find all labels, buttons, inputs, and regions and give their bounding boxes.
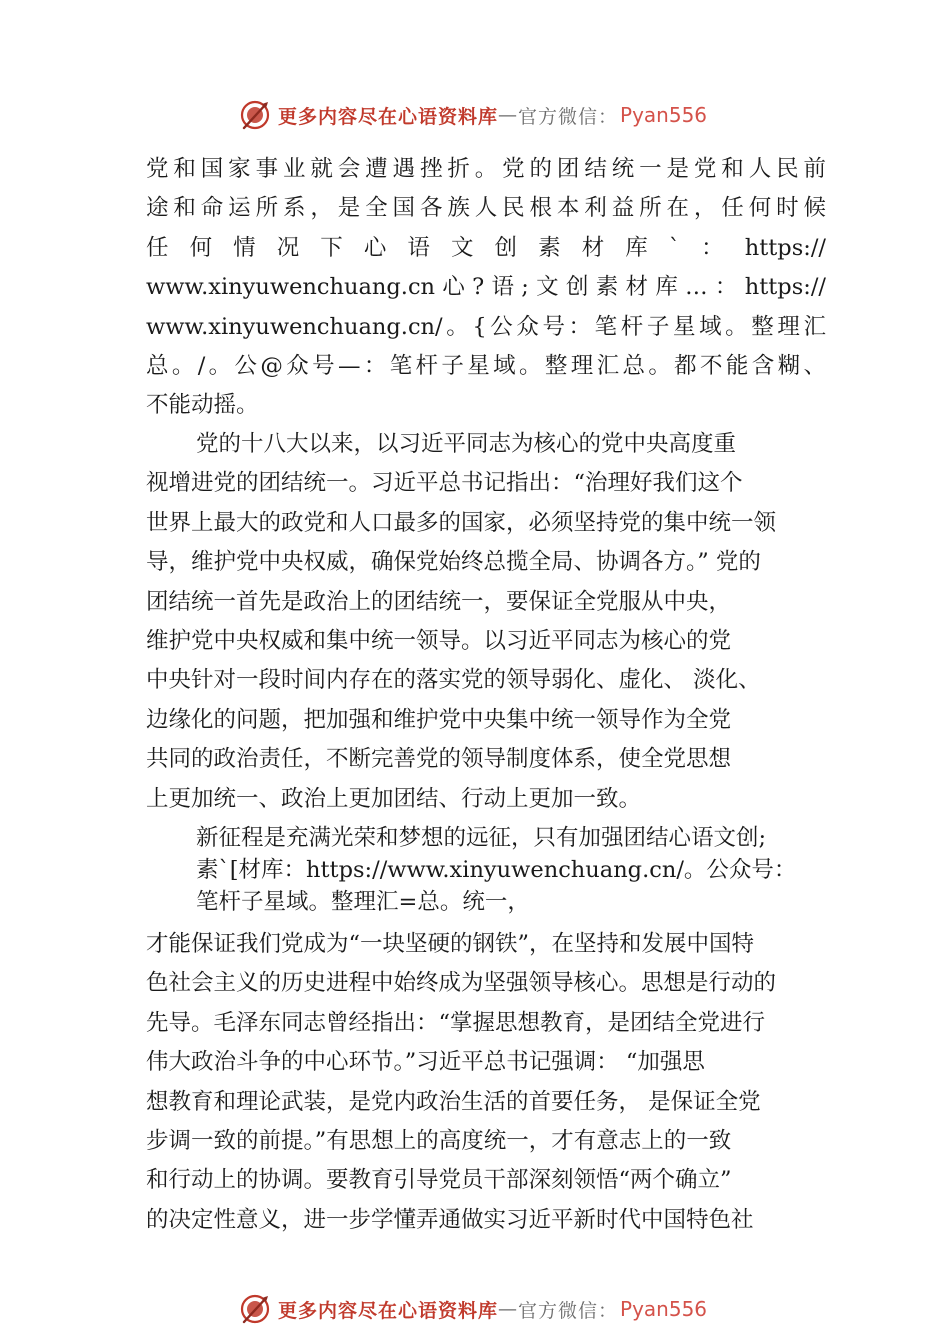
text-line: 和行动上的协调。要教育引导党员干部深刻领悟“两个确立”	[146, 1167, 732, 1194]
banner-dash: —	[498, 1298, 519, 1320]
text-line: 途和命运所系，是全国各族人民根本利益所在，任何时候	[146, 195, 826, 222]
banner-dash: —	[498, 104, 519, 126]
text-line: 总。/。公@众号—：笔杆子星域。整理汇总。都不能含糊、	[146, 352, 826, 379]
text-line: 任何情况下心语文创素材库`：https://	[146, 234, 826, 261]
quill-seal-logo-icon	[238, 1292, 272, 1326]
paragraph-3-inset	[196, 822, 856, 918]
text-line: 才能保证我们党成为“一块坚硬的钢铁”，在坚持和发展中国特	[146, 931, 755, 957]
text-line: 不能动摇。	[146, 392, 259, 419]
banner-sub-text: 官方微信：	[518, 105, 619, 128]
text-line: 党的十八大以来，以习近平同志为核心的党中央高度重	[196, 431, 737, 457]
text-line: 素`[材库：https://www.xinyuwenchuang.cn/。公众号：	[196, 857, 797, 883]
text-line: 视增进党的团结统一。习近平总书记指出：“治理好我们这个	[146, 470, 743, 497]
text-line: 笔杆子星域。整理汇=总。统一，	[196, 889, 530, 915]
banner-sub-text: 官方微信：	[518, 1299, 619, 1322]
banner-wechat-id: Pyan556	[620, 103, 708, 127]
text-line: 新征程是充满光荣和梦想的远征，只有加强团结心语文创;	[196, 825, 767, 851]
text-line: 色社会主义的历史进程中始终成为坚强领导核心。思想是行动的	[146, 970, 777, 997]
paragraph-1	[146, 150, 826, 426]
text-line: 的决定性意义，进一步学懂弄通做实习近平新时代中国特色社	[146, 1206, 754, 1233]
footer-watermark-banner	[238, 1289, 718, 1329]
text-line: 想教育和理论武装，是党内政治生活的首要任务， 是保证全党	[146, 1088, 761, 1115]
text-line: www.xinyuwenchuang.cn心?语;文创素材库…：https://	[146, 274, 826, 301]
header-watermark-banner	[238, 95, 718, 135]
paragraph-4	[146, 925, 826, 1240]
banner-main-text: 更多内容尽在心语资料库	[278, 105, 499, 128]
text-line: 导，维护党中央权威，确保党始终总揽全局、协调各方。” 党的	[146, 549, 761, 576]
text-line: 世界上最大的政党和人口最多的国家，必须坚持党的集中统一领	[146, 509, 777, 536]
banner-main-text: 更多内容尽在心语资料库	[278, 1299, 499, 1322]
text-line: 党和国家事业就会遭遇挫折。党的团结统一是党和人民前	[146, 156, 826, 182]
paragraph-2	[146, 425, 826, 819]
text-line: 维护党中央权威和集中统一领导。以习近平同志为核心的党	[146, 627, 732, 654]
text-line: 边缘化的问题，把加强和维护党中央集中统一领导作为全党	[146, 706, 732, 733]
quill-seal-logo-icon	[238, 98, 272, 132]
text-line: 上更加统一、政治上更加团结、行动上更加一致。	[146, 785, 642, 812]
text-line: 步调一致的前提。”有思想上的高度统一，才有意志上的一致	[146, 1127, 732, 1154]
text-line: 中央针对一段时间内存在的落实党的领导弱化、虚化、 淡化、	[146, 667, 761, 694]
text-line: 伟大政治斗争的中心环节。”习近平总书记强调： “加强思	[146, 1049, 705, 1076]
text-line: 先导。毛泽东同志曾经指出：“掌握思想教育，是团结全党进行	[146, 1009, 766, 1036]
text-line: www.xinyuwenchuang.cn/。{公众号：笔杆子星域。整理汇	[146, 313, 826, 340]
text-line: 团结统一首先是政治上的团结统一，要保证全党服从中央，	[146, 588, 732, 615]
banner-wechat-id: Pyan556	[620, 1297, 708, 1321]
text-line: 共同的政治责任，不断完善党的领导制度体系，使全党思想	[146, 746, 732, 773]
